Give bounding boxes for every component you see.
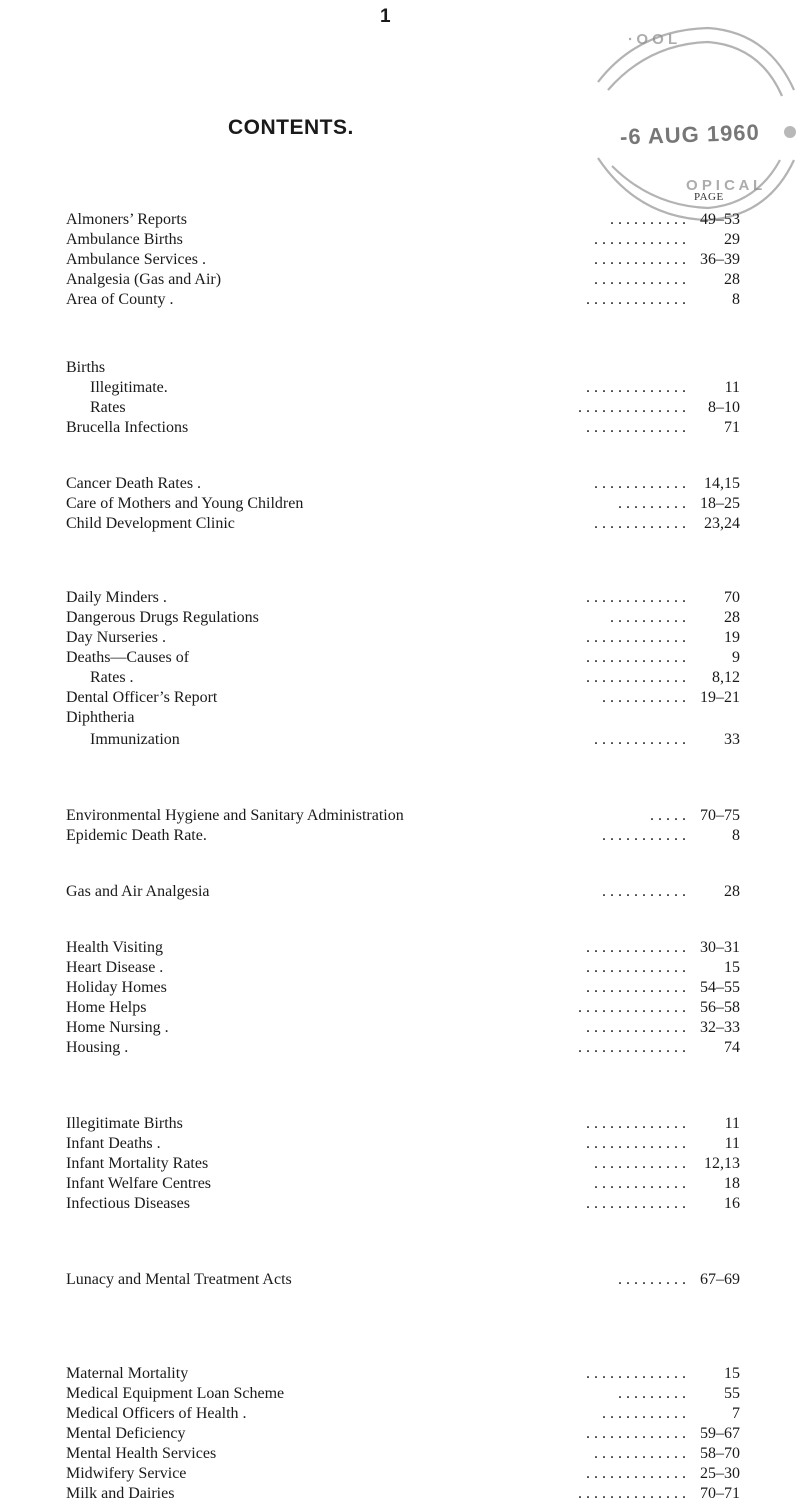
toc-entry-label: Infant Mortality Rates: [66, 1155, 209, 1172]
toc-entry-page: 8,12: [712, 669, 740, 686]
toc-entry: [66, 608, 740, 628]
toc-entry: [66, 1404, 740, 1424]
toc-entry-page: 30–31: [700, 939, 740, 956]
toc-entry: [66, 1424, 740, 1444]
toc-entry-label: Area of County .: [66, 291, 174, 308]
toc-entry-page: 59–67: [700, 1425, 740, 1442]
toc-entry-page: 28: [724, 609, 740, 626]
dot-leader: . . . . . . . . . . . .: [594, 271, 686, 288]
toc-entry-page: 36–39: [700, 251, 740, 268]
toc-entry-label: Deaths—Causes of: [66, 649, 190, 666]
toc-entry-label: Midwifery Service: [66, 1465, 187, 1482]
toc-entry: [66, 1444, 740, 1464]
toc-entry-page: 32–33: [700, 1019, 740, 1036]
contents-list: [0, 210, 800, 1502]
toc-entry: [66, 1364, 740, 1384]
toc-entry: [66, 1270, 740, 1290]
toc-entry-page: 8: [732, 291, 740, 308]
toc-entry-page: 28: [724, 883, 740, 900]
dot-leader: . . . . . . . . . . . . .: [586, 419, 686, 436]
toc-entry-label: Mental Health Services: [66, 1445, 217, 1462]
dot-leader: . . . . . . . . .: [618, 1385, 686, 1402]
toc-entry-page: 29: [724, 231, 740, 248]
toc-entry-page: 71: [724, 419, 740, 436]
dot-leader: . . . . . . . . . . . . .: [586, 1195, 686, 1212]
toc-entry: [66, 958, 740, 978]
svg-text:O P I C A L: O P I C A L: [686, 177, 763, 194]
toc-entry-label: Analgesia (Gas and Air): [66, 271, 222, 288]
dot-leader: . . . . . . . . . .: [610, 211, 686, 228]
toc-entry-page: 7: [732, 1405, 740, 1422]
toc-entry-page: 56–58: [700, 999, 740, 1016]
toc-entry: [66, 398, 740, 418]
dot-leader: . . . . . . . . . . . . .: [586, 669, 686, 686]
toc-entry-label: Rates .: [90, 669, 134, 686]
dot-leader: . . . . . . . . . . .: [602, 883, 686, 900]
dot-leader: . . . . . . . . . . .: [602, 1405, 686, 1422]
dot-leader: . . . . . . . . . . . .: [594, 251, 686, 268]
toc-entry-label: Lunacy and Mental Treatment Acts: [66, 1271, 292, 1288]
dot-leader: . . . . . . . . . . . . .: [586, 979, 686, 996]
toc-entry-label: Dental Officer’s Report: [66, 689, 218, 706]
page-number: 1: [380, 6, 391, 27]
dot-leader: . . . . . . . . . . . . .: [586, 1365, 686, 1382]
toc-entry-page: 11: [724, 1135, 740, 1152]
toc-entry-label: Housing .: [66, 1039, 129, 1056]
toc-entry: [66, 730, 740, 750]
dot-leader: . . . . . . . . . . . . .: [586, 1135, 686, 1152]
toc-entry: [66, 826, 740, 846]
dot-leader: . . . . . . . . . . . .: [594, 515, 686, 532]
dot-leader: . . . . . . . . . . . .: [594, 1175, 686, 1192]
dot-leader: . . . . . . . . . . . .: [594, 475, 686, 492]
toc-entry-label: Child Development Clinic: [66, 515, 235, 532]
toc-entry-label: Day Nurseries .: [66, 629, 166, 646]
dot-leader: . . . . . . . . . . . .: [594, 1445, 686, 1462]
toc-entry-label: Daily Minders .: [66, 589, 167, 606]
toc-entry: [66, 978, 740, 998]
dot-leader: . . . . . . . . .: [618, 1271, 686, 1288]
toc-entry: [66, 290, 740, 310]
dot-leader: . . . . . . . . . . . . .: [586, 939, 686, 956]
dot-leader: . . . . . . . . . . . . . .: [578, 999, 686, 1016]
toc-entry: [66, 1018, 740, 1038]
dot-leader: . . . . . . . . . . . . .: [586, 379, 686, 396]
toc-entry: [66, 250, 740, 270]
stamp-date: -6 AUG 1960: [619, 119, 761, 150]
toc-entry-label: Cancer Death Rates .: [66, 475, 202, 492]
toc-entry-label: Births: [66, 359, 106, 376]
toc-entry: [66, 1038, 740, 1058]
toc-entry-page: 11: [724, 1115, 740, 1132]
toc-entry-page: 9: [732, 649, 740, 666]
toc-entry: [66, 688, 740, 708]
toc-entry-page: 14,15: [704, 475, 740, 492]
toc-entry-page: 28: [724, 271, 740, 288]
toc-entry: [66, 270, 740, 290]
dot-leader: . . . . . . . . . . . . .: [586, 959, 686, 976]
toc-entry-page: 15: [724, 959, 740, 976]
toc-entry-page: 54–55: [700, 979, 740, 996]
toc-entry-label: Health Visiting: [66, 939, 163, 956]
toc-entry-label: Ambulance Services .: [66, 251, 206, 268]
toc-entry-label: Illegitimate.: [90, 379, 168, 396]
dot-leader: . . . . . . . . . . . . . .: [578, 399, 686, 416]
toc-entry-page: 18: [724, 1175, 740, 1192]
toc-entry-page: 19: [724, 629, 740, 646]
toc-entry: [66, 882, 740, 902]
toc-entry-label: Care of Mothers and Young Children: [66, 495, 304, 512]
dot-leader: . . . . . . . . . . . .: [594, 731, 686, 748]
toc-entry: [66, 494, 740, 514]
toc-entry-label: Diphtheria: [66, 709, 135, 726]
toc-entry-page: 18–25: [700, 495, 740, 512]
toc-entry-label: Infant Deaths .: [66, 1135, 161, 1152]
toc-entry-label: Milk and Dairies: [66, 1485, 175, 1502]
toc-entry-page: 70–75: [700, 807, 740, 824]
dot-leader: . . . . .: [650, 807, 686, 824]
dot-leader: . . . . . . . . . . . . .: [586, 1115, 686, 1132]
toc-entry-page: 33: [724, 731, 740, 748]
page-title: CONTENTS.: [228, 116, 354, 139]
toc-entry: [66, 230, 740, 250]
toc-entry: [66, 648, 740, 668]
toc-entry-label: Medical Equipment Loan Scheme: [66, 1385, 285, 1402]
toc-entry-page: 12,13: [704, 1155, 740, 1172]
toc-entry: [66, 588, 740, 608]
dot-leader: . . . . . . . . . . . . .: [586, 1425, 686, 1442]
toc-entry: [66, 1464, 740, 1484]
dot-leader: . . . . . . . . . . . . .: [586, 649, 686, 666]
toc-entry: [66, 1384, 740, 1404]
dot-leader: . . . . . . . . . . . .: [594, 231, 686, 248]
dot-leader: . . . . . . . . . . . . .: [586, 589, 686, 606]
toc-entry-label: Heart Disease .: [66, 959, 164, 976]
toc-entry-label: Infectious Diseases: [66, 1195, 190, 1212]
toc-entry-label: Dangerous Drugs Regulations: [66, 609, 259, 626]
toc-entry-label: Rates: [90, 399, 126, 416]
toc-entry-label: Brucella Infections: [66, 419, 189, 436]
svg-text:∙ O O L: ∙ O O L: [628, 31, 678, 48]
toc-entry: [66, 668, 740, 688]
dot-leader: . . . . . . . . . .: [610, 609, 686, 626]
dot-leader: . . . . . . . . . . . . . .: [578, 1039, 686, 1056]
dot-leader: . . . . . . . . . . . . .: [586, 1019, 686, 1036]
toc-entry: [66, 628, 740, 648]
toc-entry: [66, 1114, 740, 1134]
dot-leader: . . . . . . . . . . . . .: [586, 1465, 686, 1482]
toc-entry-label: Gas and Air Analgesia: [66, 883, 210, 900]
toc-entry-page: 55: [724, 1385, 740, 1402]
toc-entry-page: 25–30: [700, 1465, 740, 1482]
toc-entry-label: Environmental Hygiene and Sanitary Administration: [66, 807, 404, 824]
toc-entry-page: 16: [724, 1195, 740, 1212]
toc-entry: [66, 210, 740, 230]
toc-entry-page: 58–70: [700, 1445, 740, 1462]
toc-entry-page: 23,24: [704, 515, 740, 532]
toc-entry: [66, 1194, 740, 1214]
toc-entry-page: 8: [732, 827, 740, 844]
toc-entry: [66, 998, 740, 1018]
toc-entry-label: Infant Welfare Centres: [66, 1175, 212, 1192]
toc-entry-page: 8–10: [708, 399, 740, 416]
toc-entry-page: 49–53: [700, 211, 740, 228]
toc-entry-label: Home Helps: [66, 999, 147, 1016]
toc-entry: [66, 1154, 740, 1174]
dot-leader: . . . . . . . . . . . .: [594, 1155, 686, 1172]
toc-entry: [66, 806, 740, 826]
toc-entry-page: 70–71: [700, 1485, 740, 1502]
toc-entry: [66, 514, 740, 534]
toc-entry-label: Home Nursing .: [66, 1019, 169, 1036]
toc-entry-label: Immunization: [90, 731, 180, 748]
dot-leader: . . . . . . . . . . .: [602, 827, 686, 844]
toc-entry: [66, 938, 740, 958]
toc-entry: [66, 474, 740, 494]
toc-entry: [66, 358, 740, 378]
page-column-header: PAGE: [694, 191, 724, 203]
dot-leader: . . . . . . . . . . . . . .: [578, 1485, 686, 1502]
dot-leader: . . . . . . . . . . .: [602, 689, 686, 706]
toc-entry: [66, 418, 740, 438]
toc-entry-label: Epidemic Death Rate.: [66, 827, 207, 844]
toc-entry-label: Maternal Mortality: [66, 1365, 189, 1382]
toc-entry-page: 15: [724, 1365, 740, 1382]
toc-entry-page: 19–21: [700, 689, 740, 706]
toc-entry: [66, 1134, 740, 1154]
toc-entry: [66, 378, 740, 398]
dot-leader: . . . . . . . . . . . . .: [586, 291, 686, 308]
toc-entry-label: Almoners’ Reports: [66, 211, 188, 228]
toc-entry-label: Ambulance Births: [66, 231, 183, 248]
toc-entry-label: Holiday Homes: [66, 979, 167, 996]
toc-entry-label: Illegitimate Births: [66, 1115, 183, 1132]
toc-entry-page: 74: [724, 1039, 740, 1056]
dot-leader: . . . . . . . . . . . . .: [586, 629, 686, 646]
toc-entry-label: Mental Deficiency: [66, 1425, 186, 1442]
toc-entry-page: 70: [724, 589, 740, 606]
toc-entry: [66, 1484, 740, 1504]
toc-entry: [66, 708, 740, 728]
toc-entry: [66, 1174, 740, 1194]
toc-entry-label: Medical Officers of Health .: [66, 1405, 247, 1422]
toc-entry-page: 11: [724, 379, 740, 396]
toc-entry-page: 67–69: [700, 1271, 740, 1288]
dot-leader: . . . . . . . . .: [618, 495, 686, 512]
